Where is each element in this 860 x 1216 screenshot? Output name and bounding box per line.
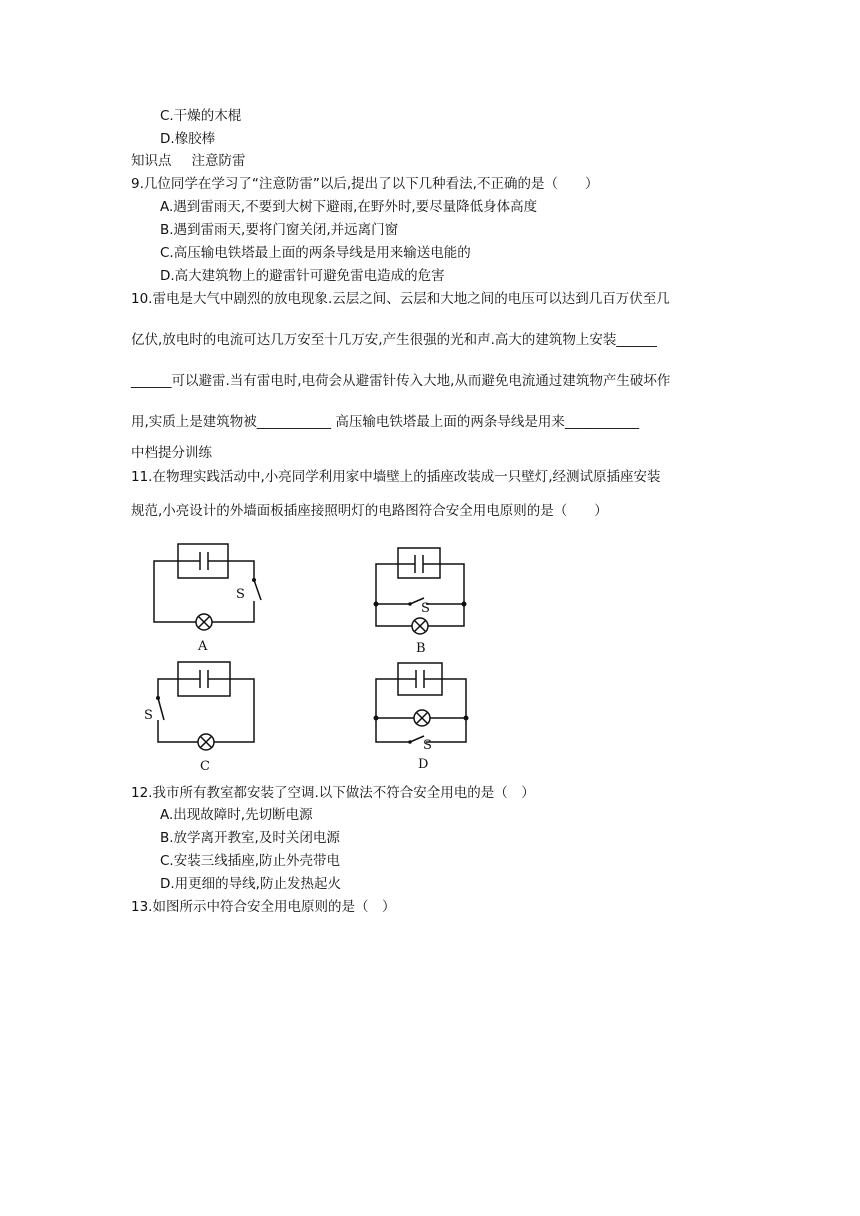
q9-option-c: C.高压输电铁塔最上面的两条导线是用来输送电能的 (160, 245, 471, 261)
circuit-letter: C (200, 759, 210, 774)
socket-box (398, 548, 440, 578)
q10-line-2: 亿伏,放电时的电流可达几万安至十几万安,产生很强的光和声.高大的建筑物上安装______ (131, 332, 657, 348)
switch-label: S (421, 601, 430, 616)
q9-stem: 9.几位同学在学习了“注意防雷”以后,提出了以下几种看法,不正确的是（ ） (131, 176, 599, 192)
knowledge-point-label: 知识点 (131, 153, 172, 169)
q11-line-2: 规范,小亮设计的外墙面板插座接照明灯的电路图符合安全用电原则的是（ ） (131, 503, 608, 519)
switch-blade (254, 580, 261, 600)
knowledge-point-topic: 注意防雷 (191, 153, 246, 169)
circuit-diagram-d (368, 655, 483, 775)
circuit-letter: A (198, 639, 208, 654)
q9-option-d: D.高大建筑物上的避雷针可避免雷电造成的危害 (160, 268, 445, 284)
q10-line-3: ______可以避雷.当有雷电时,电荷会从避雷针传入大地,从而避免电流通过建筑物产生破坏作 (131, 373, 671, 389)
switch-label: S (236, 587, 245, 602)
circuit-letter: B (416, 641, 426, 656)
switch-label: S (144, 708, 153, 723)
knowledge-point-heading (131, 151, 246, 171)
q8-option-c: C.干燥的木棍 (160, 108, 242, 124)
q12-option-b: B.放学离开教室,及时关闭电源 (160, 830, 340, 846)
q12-option-c: C.安装三线插座,防止外壳带电 (160, 853, 341, 869)
q8-option-d: D.橡胶棒 (160, 131, 216, 147)
q11-line-1: 11.在物理实践活动中,小亮同学利用家中墙壁上的插座改装成一只壁灯,经测试原插座安装 (131, 469, 661, 485)
switch-blade (410, 736, 424, 742)
q13-stem: 13.如图所示中符合安全用电原则的是（ ） (131, 899, 396, 915)
q10-line-1: 10.雷电是大气中剧烈的放电现象.云层之间、云层和大地之间的电压可以达到几百万伏至几 (131, 291, 670, 307)
circuit-diagram-a (148, 538, 278, 658)
q9-option-a: A.遇到雷雨天,不要到大树下避雨,在野外时,要尽量降低身体高度 (160, 199, 538, 215)
section-heading-mid-level: 中档提分训练 (131, 445, 212, 461)
switch-blade (158, 698, 164, 720)
circuit-letter: D (418, 757, 429, 772)
q12-option-a: A.出现故障时,先切断电源 (160, 807, 313, 823)
q12-stem: 12.我市所有教室都安装了空调.以下做法不符合安全用电的是（ ） (131, 785, 535, 801)
circuit-diagram-b (368, 540, 478, 660)
q10-line-4: 用,实质上是建筑物被___________ 高压输电铁塔最上面的两条导线是用来___________ (131, 414, 640, 430)
q12-option-d: D.用更细的导线,防止发热起火 (160, 876, 341, 892)
q9-option-b: B.遇到雷雨天,要将门窗关闭,并远离门窗 (160, 222, 399, 238)
switch-label: S (423, 738, 432, 753)
circuit-diagram-c (142, 656, 267, 776)
